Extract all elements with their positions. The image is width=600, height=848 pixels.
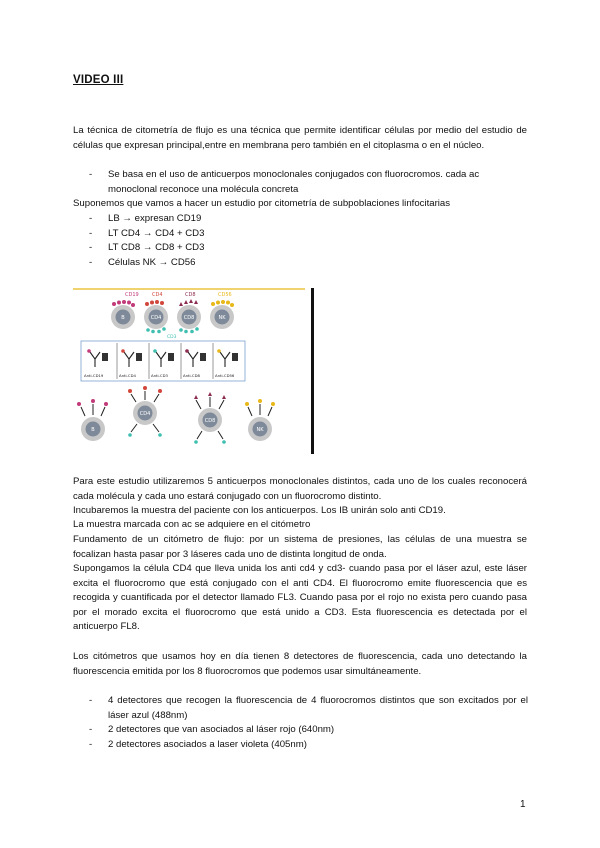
svg-text:B: B (121, 315, 125, 321)
svg-text:CD4: CD4 (139, 411, 151, 417)
page-title: VIDEO III (73, 74, 124, 86)
figure-divider-bar (311, 288, 314, 454)
bullet-dash: - (89, 228, 93, 239)
flow-cytometry-figure (73, 283, 323, 453)
cell-cd4-bottom (128, 386, 162, 437)
bullet-dash: - (89, 242, 93, 253)
bullet-dash: - (89, 169, 93, 180)
subpop-item: LT CD4 → CD4 + CD3 (108, 228, 205, 239)
ab-label-cd3: Anti-CD3 (151, 373, 168, 378)
fig-label-cd19: CD19 (125, 292, 139, 298)
svg-text:NK: NK (218, 315, 226, 321)
cell-nk-bottom (245, 399, 275, 441)
cell-b-top (111, 300, 135, 329)
fig-label-cd4: CD4 (152, 292, 163, 298)
cell-cd8-bottom (194, 392, 226, 444)
para-anticuerpos: Para este estudio utilizaremos 5 anticuerpos monoclonales distintos, cada uno de los cuales reconocerá cada molécula y cada uno estará conjugado con un fluorocromo distinto. (73, 476, 527, 502)
ab-label-cd19: Anti-CD19 (84, 373, 104, 378)
subpop-item: LB → expresan CD19 (108, 213, 202, 224)
svg-text:CD8: CD8 (183, 315, 195, 321)
ab-label-cd56: Anti-CD56 (215, 373, 235, 378)
para-supongamos: Supongamos la célula CD4 que lleva unida los anti cd4 y cd3- cuando pasa por el láser azul, este láser excita el fluorocromo que está conjugado con el anti CD4. El fluorocromo emite fluorescencia que es recogida y cuantificada por el detector llamado FL3. Cuando pasa por el rojo no exista pero cuando pasa por el morado excita el fluorocromo que está unido a CD3. Esta fluorescencia es detectada por el anticuerpo FL8. (73, 563, 527, 633)
svg-text:B: B (91, 427, 95, 433)
fig-label-cd8: CD8 (185, 292, 196, 298)
fig-label-cd3: CD3 (167, 335, 177, 340)
cell-nk-top (210, 300, 234, 329)
bullet-dash: - (89, 257, 93, 268)
detector-item: 2 detectores asociados a laser violeta (405nm) (108, 739, 307, 750)
cell-b-bottom (77, 399, 108, 441)
cell-cd8-top (177, 299, 201, 333)
page-number: 1 (520, 799, 526, 810)
bullet-dash: - (89, 695, 93, 706)
detector-item: 4 detectores que recogen la fluorescencia de 4 fluorocromos distintos que son excitados por el láser azul (488nm) (108, 695, 528, 721)
ab-label-cd8: Anti-CD8 (183, 373, 200, 378)
fig-label-cd56: CD56 (218, 292, 232, 298)
cell-cd4-top (144, 300, 168, 333)
svg-text:NK: NK (256, 427, 264, 433)
detector-item: 2 detectores que van asociados al láser rojo (640nm) (108, 724, 335, 735)
bullet-dash: - (89, 739, 93, 750)
bullet-dash: - (89, 724, 93, 735)
para-incubaremos: Incubaremos la muestra del paciente con los anticuerpos. Los IB unirán solo anti CD19. (73, 505, 446, 516)
intro-paragraph: La técnica de citometría de flujo es una técnica que permite identificar células por medio del estudio de células que expresan principal,entre en membrana pero también en el citoplasma o en el núcleo. (73, 125, 527, 151)
para-muestra: La muestra marcada con ac se adquiere en el citómetro (73, 519, 311, 530)
suponemos-line: Suponemos que vamos a hacer un estudio por citometría de subpoblaciones linfocitarias (73, 198, 451, 209)
svg-text:CD8: CD8 (204, 418, 216, 424)
bullet-monoclonal: Se basa en el uso de anticuerpos monoclonales conjugados con fluorocromos. cada ac monoclonal reconoce una molécula concreta (108, 169, 480, 195)
para-fundamento: Fundamento de un citómetro de flujo: por un sistema de presiones, las células de una muestra se focalizan hasta pasar por 3 láseres cada uno de distinta longitud de onda. (73, 534, 527, 560)
bullet-dash: - (89, 213, 93, 224)
para-citometros: Los citómetros que usamos hoy en día tienen 8 detectores de fluorescencia, cada uno detectando la fluorescencia emitida por los 8 fluorocromos que podemos usar simultáneamente. (73, 651, 527, 677)
subpop-item: LT CD8 → CD8 + CD3 (108, 242, 205, 253)
svg-text:CD4: CD4 (150, 315, 162, 321)
ab-label-cd4: Anti-CD4 (119, 373, 136, 378)
subpop-item: Células NK → CD56 (108, 257, 196, 268)
